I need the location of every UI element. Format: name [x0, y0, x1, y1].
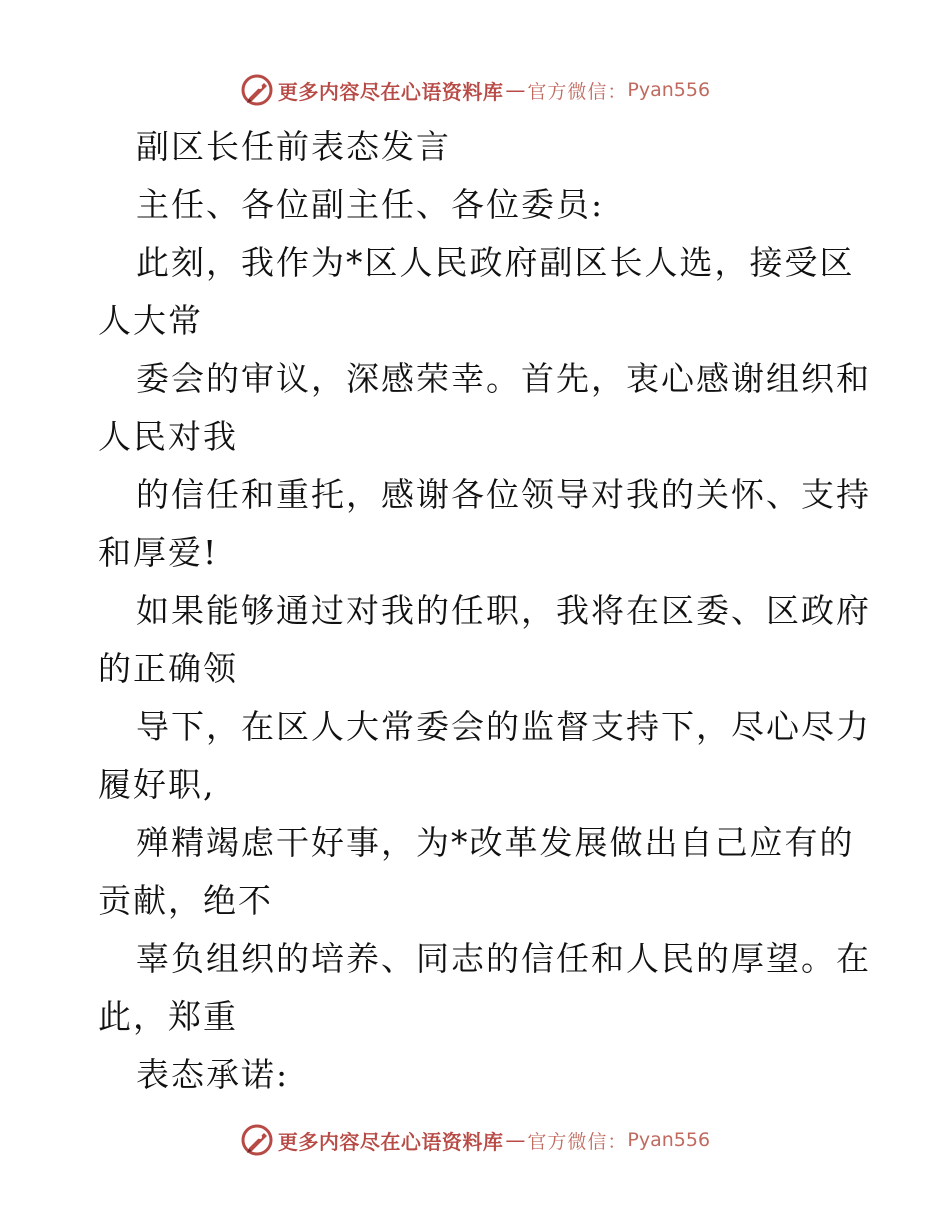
text-line: 殚精竭虑干好事，为*改革发展做出自己应有的	[136, 823, 855, 862]
text-line: 导下，在区人大常委会的监督支持下，尽心尽力	[136, 707, 871, 746]
text-line: 表态承诺:	[136, 1055, 290, 1094]
text-line: 的信任和重托，感谢各位领导对我的关怀、支持	[136, 475, 871, 514]
banner-wechat-label: 官方微信：	[527, 1130, 628, 1153]
banner-wechat-label: 官方微信：	[527, 80, 628, 103]
banner-wechat-id: Pyan556	[627, 79, 711, 101]
text-line: 委会的审议，深感荣幸。首先，衷心感谢组织和	[136, 359, 871, 398]
text-line: 辜负组织的培养、同志的信任和人民的厚望。在	[136, 939, 871, 978]
text-line: 此，郑重	[98, 997, 238, 1036]
text-line: 此刻，我作为*区人民政府副区长人选，接受区	[136, 243, 855, 282]
text-line: 履好职,	[98, 765, 216, 804]
salutation-line: 主任、各位副主任、各位委员:	[136, 185, 605, 224]
footer-banner	[0, 1120, 950, 1160]
text-line: 人民对我	[98, 417, 238, 456]
banner-wechat-id: Pyan556	[627, 1129, 711, 1151]
banner-text: 更多内容尽在心语资料库	[277, 1129, 504, 1154]
text-line: 的正确领	[98, 649, 238, 688]
document-title: 副区长任前表态发言	[136, 127, 451, 166]
header-banner	[0, 70, 950, 110]
text-line: 人大常	[98, 301, 203, 340]
text-line: 如果能够通过对我的任职，我将在区委、区政府	[136, 591, 871, 630]
pen-logo-icon	[240, 73, 274, 107]
banner-dash: —	[505, 78, 526, 102]
text-line: 和厚爱!	[98, 533, 219, 572]
pen-logo-icon	[240, 1123, 274, 1157]
banner-text: 更多内容尽在心语资料库	[277, 79, 504, 104]
document-body	[98, 118, 871, 1104]
banner-dash: —	[505, 1128, 526, 1152]
text-line: 贡献，绝不	[98, 881, 273, 920]
